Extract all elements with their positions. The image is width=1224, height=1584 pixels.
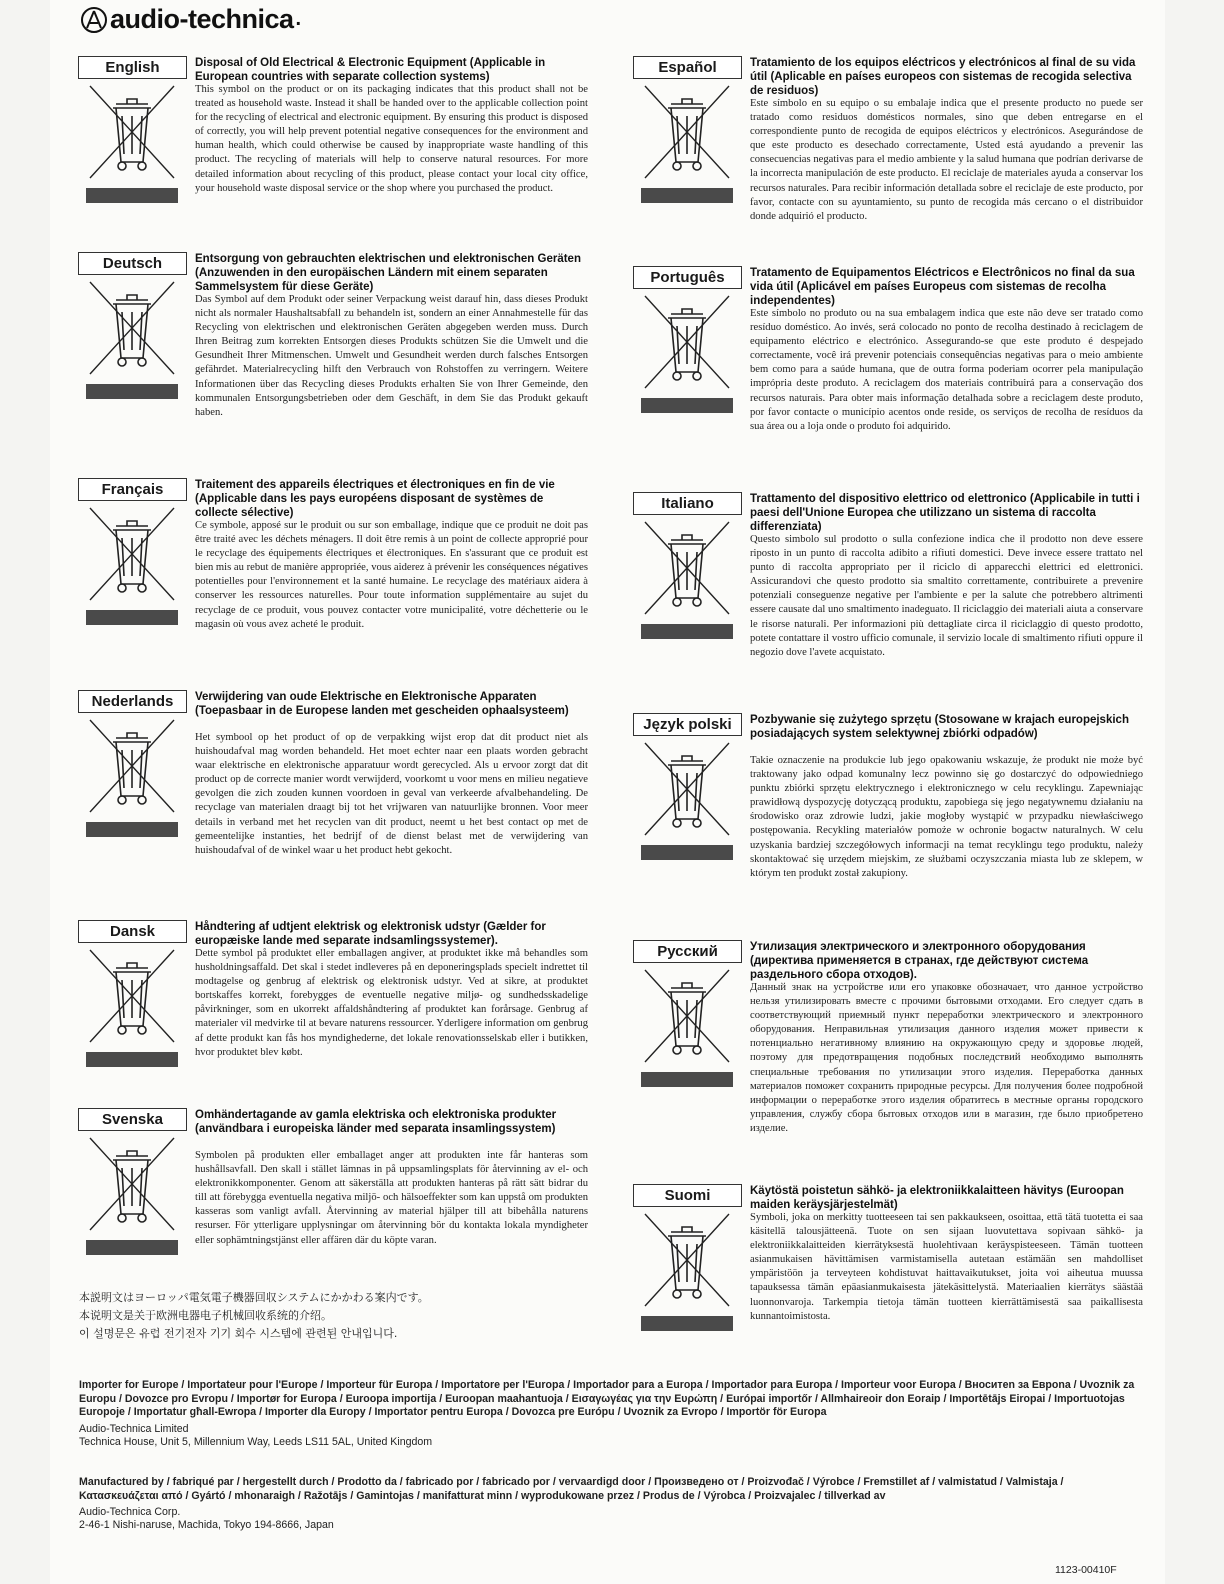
section-title: Pozbywanie się zużytego sprzętu (Stosowane w krajach europejskich posiadających system selektywnej zbiórki odpadów) xyxy=(750,714,1129,740)
section-title: Käytöstä poistetun sähkö- ja elektroniikkalaitteen hävitys (Euroopan maiden keräysjärjestelmät) xyxy=(750,1185,1124,1211)
black-bar xyxy=(641,624,733,639)
section-title: Disposal of Old Electrical & Electronic Equipment (Applicable in European countries with separate collection systems) xyxy=(195,57,546,83)
crossed-out-wheelie-bin-icon xyxy=(641,518,733,618)
section-body: Ce symbole, apposé sur le produit ou sur son emballage, indique que ce produit ne doit pas être traité avec les déchets ménagers. Il doit être remis à un point de collecte approprié pour le recyclage des équipements électriques et électroniques. En s'assurant que ce produit est bien mis au rebut de manière appropriée, vous aiderez à prévenir les conséquences négatives potentielles pour l'environnement et la santé humaine. Le recyclage des matériaux aidera à conserver les ressources naturelles. Pour toute information supplémentaire au sujet du recyclage de ce produit, vous pouvez contacter votre municipalité, votre déchetterie ou le magasin où vous avez acheté le produit. xyxy=(195,520,588,630)
language-label: English xyxy=(78,56,187,79)
crossed-out-wheelie-bin-icon xyxy=(641,739,733,839)
crossed-out-wheelie-bin-icon xyxy=(86,504,178,604)
crossed-out-wheelie-bin-icon xyxy=(641,292,733,392)
crossed-out-wheelie-bin-icon xyxy=(86,1134,178,1234)
importer-address: Technica House, Unit 5, Millennium Way, Leeds LS11 5AL, United Kingdom xyxy=(79,1435,433,1448)
crossed-out-wheelie-bin-icon xyxy=(641,1210,733,1310)
language-label: Svenska xyxy=(78,1108,187,1131)
crossed-out-wheelie-bin-icon xyxy=(86,946,178,1046)
cjk-notes xyxy=(79,1289,599,1343)
language-label: Italiano xyxy=(633,492,742,515)
section-title: Tratamento de Equipamentos Eléctricos e Electrônicos no final da sua vida útil (Aplicável em países Europeus com sistemas de recolha independentes) xyxy=(750,267,1135,307)
manufacturer-company: Audio-Technica Corp. xyxy=(79,1506,181,1518)
section-body: Symboli, joka on merkitty tuotteeseen tai sen pakkaukseen, osoittaa, että tätä tuotetta ei saa käsitellä talousjätteenä. Tuote on sen sijaan luovutettava sopivaan sähkö- ja elektroniikkalaitteiden kierrätyksestä huolehtivaan keräyspisteeseen. Tämän tuotteen asianmukaisen hävittämisen varmistamisella autetaan estämään sen mahdolliset ympäristöön ja terveyteen kohdistuvat haittavaikutukset, joita voi aiheutua muussa tapauksessa tämän epäasianmukaisesta jätekäsittelystä. Materiaalien kierrätys säästää luonnonvaroja. Tarkempia tietoja tämän tuotteen kierrättämisestä saa paikallisesta kunnantoimistosta. xyxy=(750,1212,1143,1322)
section-body: Dette symbol på produktet eller emballagen angiver, at produktet ikke må behandles som husholdningsaffald. Det skal i stedet indleveres på en deponeringsplads specielt indrettet til modtagelse og genbrug af elektrisk og elektronisk udstyr. Ved at sikre, at produktet bortskaffes korrekt, forebygges de eventuelle negative miljø- og sundhedsskadelige påvirkninger, som en ukorrekt affaldshåndtering af produktet kan forårsage. Genbrug af materialer vil medvirke til at bevare naturens ressourcer. Yderligere information om genbrug af dette produkt kan fås hos myndighederne, det lokale renovationsselskab eller i butikken, hvor produktet blev købt. xyxy=(195,948,588,1058)
brand-logo-suffix: . xyxy=(295,8,301,30)
section-title: Verwijdering van oude Elektrische en Elektronische Apparaten (Toepasbaar in de Europese landen met gescheiden ophaalsysteem) xyxy=(195,691,569,717)
section-title: Omhändertagande av gamla elektriska och elektroniska produkter (användbara i europeiska länder med separata insamlingssystem) xyxy=(195,1109,557,1135)
language-label: Suomi xyxy=(633,1184,742,1207)
crossed-out-wheelie-bin-icon xyxy=(86,278,178,378)
section-body: Het symbool op het product of op de verpakking wijst erop dat dit product niet als huishoudafval mag worden behandeld. Het moet echter naar een plaats worden gebracht waar elektrische en elektronische apparatuur wordt gerecycled. Als u ervoor zorgt dat dit product op de correcte manier wordt verwijderd, voorkomt u voor mens en milieu negatieve gevolgen die zich zouden kunnen voordoen in geval van verkeerde afvalbehandeling. De recyclage van materialen draagt bij tot het vrijwaren van natuurlijke bronnen. Voor meer details in verband met het recyclen van dit product, neemt u het best contact op met de gemeentelijke instanties, het bedrijf of de dienst belast met de verwijdering van huishoudafval of de winkel waar u het product hebt gekocht. xyxy=(195,732,588,856)
section-title: Tratamiento de los equipos eléctricos y electrónicos al final de su vida útil (Aplicable en países europeos con sistemas de recogida selectiva de residuos) xyxy=(750,57,1136,97)
black-bar xyxy=(641,1072,733,1087)
language-label: Русский xyxy=(633,940,742,963)
language-label: Español xyxy=(633,56,742,79)
manufacturer-block xyxy=(79,1476,1139,1532)
manufacturer-heading: Manufactured by / fabriqué par / hergestellt durch / Prodotto da / fabricado por / fabricado por / vervaardigd door / Произведено от / Proizvođač / Výrobce / Fremstillet af / valmistatud / Valmistaja / Κατασκευάζεται από / Gyártó / mhonaraigh / Ražotājs / Gamintojas / manifatturat minn / wyprodukowane przez / Produs de / Výrobca / Proizvajalec / tillverkad av xyxy=(79,1476,1064,1502)
crossed-out-wheelie-bin-icon xyxy=(86,82,178,182)
language-label: Nederlands xyxy=(78,690,187,713)
chinese-note: 本说明文是关于欧洲电器电子机械回收系统的介绍。 xyxy=(79,1309,332,1322)
brand-logo-text: audio-technica xyxy=(110,4,294,34)
korean-note: 이 설명문은 유럽 전기전자 기기 회수 시스템에 관련된 안내입니다. xyxy=(79,1327,398,1340)
black-bar xyxy=(641,845,733,860)
black-bar xyxy=(86,1240,178,1255)
crossed-out-wheelie-bin-icon xyxy=(641,966,733,1066)
language-label: Português xyxy=(633,266,742,289)
black-bar xyxy=(86,822,178,837)
language-label: Język polski xyxy=(633,713,742,736)
crossed-out-wheelie-bin-icon xyxy=(86,716,178,816)
section-title: Утилизация электрического и электронного оборудования (директива применяется в странах, где действуют система раздельного сбора отходов). xyxy=(750,941,1089,981)
black-bar xyxy=(641,188,733,203)
section-title: Håndtering af udtjent elektrisk og elektronisk udstyr (Gælder for europæiske lande med separate indsamlingssystemer). xyxy=(195,921,546,947)
section-body: Das Symbol auf dem Produkt oder seiner Verpackung weist darauf hin, dass dieses Produkt nicht als normaler Haushaltsabfall zu behandeln ist, sondern an einer Annahmestelle für das Recycling von elektrischen und elektronischen Geräten abgegeben werden muss. Durch Ihren Beitrag zum korrekten Entsorgen dieses Produkts schützen Sie die Umwelt und die Gesundheit Ihrer Mitmenschen. Umwelt und Gesundheit werden durch falsches Entsorgen gefährdet. Materialrecycling hilft den Verbrauch von Rohstoffen zu verringern. Weitere Informationen über das Recycling dieses Produkts erhalten Sie von Ihrer Gemeinde, den kommunalen Entsorgungsbetrieben oder dem Geschäft, in dem Sie das Produkt gekauft haben. xyxy=(195,294,588,418)
language-label: Français xyxy=(78,478,187,501)
black-bar xyxy=(86,188,178,203)
section-body: Takie oznaczenie na produkcie lub jego opakowaniu wskazuje, że produkt nie może być traktowany jako odpad komunalny lecz powinno się go dostarczyć do odpowiedniego punktu zbiórki sprzętu elektrycznego i elektronicznego w celu recyklingu. Zapewniając prawidłową dyspozycję dotyczącą produktu, zapobiega się jego negatywnemu działaniu na środowisko oraz zdrowie ludzi, jakie mogłoby wystąpić w przypadku niewłaściwego postępowania. Recykling materiałów pomoże w ochronie bogactw naturalnych. W celu uzyskania bardziej szczegółowych informacji na temat recyklingu tego produktu, należy skontaktować się urzędem miejskim, ze służbami oczyszczania miasta lub ze sklepem, w którym ten produkt został zakupiony. xyxy=(750,755,1143,879)
brand-logo xyxy=(80,4,301,35)
section-body: Symbolen på produkten eller emballaget anger att produkten inte får hanteras som hushållsavfall. Den skall i stället lämnas in på uppsamlingsplats för återvinning av el- och elektronikkomponenter. Genom att säkerställa att produkten hanteras på rätt sätt bidrar du till att förebygga eventuella negativa miljö- och hälsoeffekter som kan uppstå om produkten kasseras som vanligt avfall. Återvinning av material hjälper till att bibehålla naturens resurser. För ytterligare upplysningar om återvinning bör du kontakta lokala myndigheter eller sophämtningstjänst eller affären där du köpte varan. xyxy=(195,1150,588,1246)
japanese-note: 本説明文はヨーロッパ電気電子機器回収システムにかかわる案内です。 xyxy=(79,1291,429,1304)
black-bar xyxy=(641,398,733,413)
section-body: This symbol on the product or on its packaging indicates that this product shall not be treated as household waste. Instead it shall be handed over to the applicable collection point for the recycling of electrical and electronic equipment. By ensuring this product is disposed of correctly, you will help prevent potential negative consequences for the environment and human health, which could otherwise be caused by inappropriate waste handling of this product. The recycling of materials will help to conserve natural resources. For more detailed information about recycling of this product, please contact your local city office, your household waste disposal service or the shop where you purchased the product. xyxy=(195,84,588,194)
document-code: 1123-00410F xyxy=(1055,1564,1117,1576)
black-bar xyxy=(641,1316,733,1331)
importer-company: Audio-Technica Limited xyxy=(79,1422,189,1435)
section-title: Entsorgung von gebrauchten elektrischen und elektronischen Geräten (Anzuwenden in den europäischen Ländern mit einem separaten Sammelsystem für diese Geräte) xyxy=(195,253,581,293)
section-title: Trattamento del dispositivo elettrico od elettronico (Applicabile in tutti i paesi dell'Unione Europea che utilizzano un sistema di raccolta differenziata) xyxy=(750,493,1140,533)
black-bar xyxy=(86,610,178,625)
language-label: Dansk xyxy=(78,920,187,943)
manufacturer-address: 2-46-1 Nishi-naruse, Machida, Tokyo 194-8666, Japan xyxy=(79,1519,334,1531)
black-bar xyxy=(86,1052,178,1067)
section-body: Questo simbolo sul prodotto o sulla confezione indica che il prodotto non deve essere riposto in un punto di raccolta adibito a rifiuti domestici. Deve invece essere trattato nel punto di raccolta appropriato per il riciclo di apparecchi elettrici ed elettronici. Assicurandovi che questo prodotto sia smaltito correttamente, contribuirete a prevenire potenziali conseguenze negative per l'ambiente e per la salute che potrebbero altrimenti essere causate dal uno smaltimento inadeguato. Il riciclaggio dei materiali aiuta a conservare le risorse naturali. Per informazioni più dettagliate circa il riciclaggio di questo prodotto, potete contattare il vostro ufficio comunale, il servizio locale di smaltimento rifiuti oppure il negozio dove l'avete acquistato. xyxy=(750,534,1143,658)
importer-block xyxy=(79,1379,1139,1449)
crossed-out-wheelie-bin-icon xyxy=(641,82,733,182)
section-body: Данный знак на устройстве или его упаковке обозначает, что данное устройство нельзя утилизировать вместе с прочими бытовыми отходами. Его следует сдать в соответствующий приемный пункт переработки электрического и электронного оборудования. Неправильная утилизация данного изделия может привести к потенциально негативному влиянию на окружающую среду и здоровье людей, поэтому для предотвращения подобных последствий необходимо выполнять специальные требования по утилизации этого изделия. Переработка данных материалов поможет сохранить природные ресурсы. Для получения более подробной информации о переработке этого изделия обратитесь в местные органы городского управления, службу сбора бытовых отходов или в магазин, где было приобретено изделие. xyxy=(750,982,1143,1134)
audio-technica-logo-icon xyxy=(80,6,108,34)
section-body: Este símbolo no produto ou na sua embalagem indica que este não deve ser tratado como resíduo doméstico. Ao invés, será colocado no ponto de recolha destinado à reciclagem de equipamento eléctrico e electrónico. Assegurando-se que este produto é despejado correctamente, você irá prevenir potenciais consequências negativas para o meio ambiente bem como para a saúde humana, que de outra forma poderiam ocorrer pela manipulação imprópria deste produto. A reciclagem dos materiais contribuirá para a conservação dos recursos naturais. Para obter mais informação detalhada sobre a reciclagem deste produto, por favor contacte o município acentos onde reside, os serviços de recolha de resíduos da sua área ou a loja onde o produto foi adquirido. xyxy=(750,308,1143,432)
black-bar xyxy=(86,384,178,399)
section-body: Este símbolo en su equipo o su embalaje indica que el presente producto no puede ser tratado como residuos domésticos normales, sino que deben entregarse en el correspondiente punto de recogida de equipos eléctricos y electrónicos. Asegurándose de que este producto es desechado correctamente, Usted está ayudando a prevenir las consecuencias negativas para el medio ambiente y la salud humana que podrían derivarse de la incorrecta manipulación de este producto. El reciclaje de materiales ayuda a conservar los recursos naturales. Para recibir información detallada sobre el reciclaje de este producto, por favor, contacte con su ayuntamiento, su punto de recogida más cercano o el distribuidor donde adquirió el producto. xyxy=(750,98,1143,222)
section-title: Traitement des appareils électriques et électroniques en fin de vie (Applicable dans les pays européens disposant de systèmes de collecte sélective) xyxy=(195,479,555,519)
language-label: Deutsch xyxy=(78,252,187,275)
importer-heading: Importer for Europe / Importateur pour l'Europe / Importeur für Europa / Importatore per l'Europa / Importador para a Europa / Importador para Europa / Importeur voor Europa / Вноситеn за Евpona / Uvoznik za Europu / Dovozce pro Evropu / Importør for Europa / Euroopa importija / Euroopan maahantuoja / Εισαγωγέας για την Ευρώπη / Európai importőr / Allmhaireoir don Eoraip / Importētājs Eiropai / Importuotojas Europoje / Importatur għall-Ewropa / Importer dla Europy / Importator pentru Europa / Dovozca pre Európu / Uvoznik za Evropo / Importör för Europa xyxy=(79,1379,1135,1418)
